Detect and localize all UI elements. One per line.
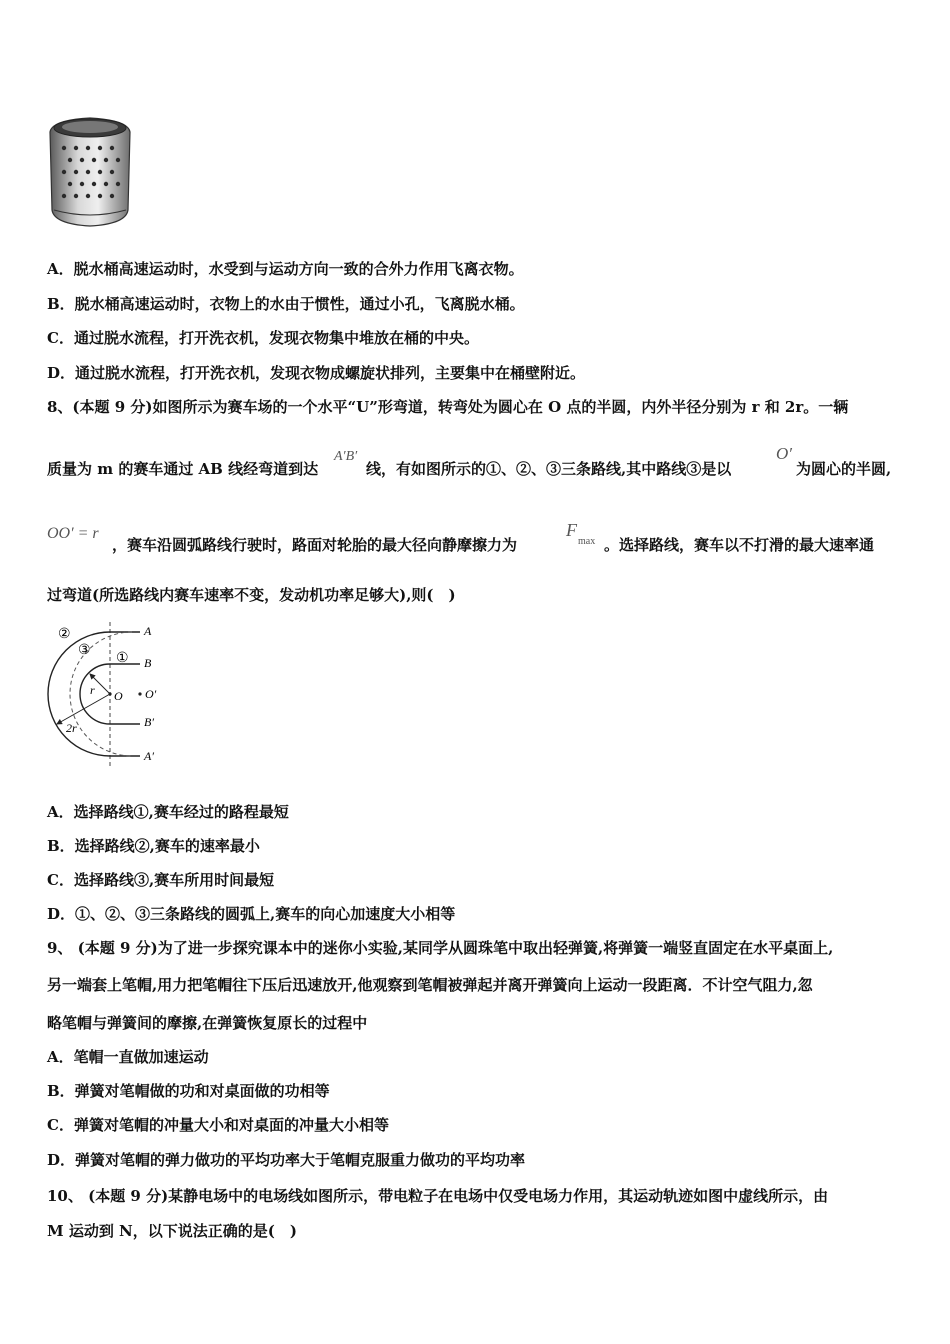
q8-symbol-ab: A′B′ — [334, 449, 358, 464]
q8-symbol-f: F — [566, 520, 577, 540]
label-route-3: ③ — [78, 643, 91, 658]
q7-option-c: C．通过脱水流程，打开洗衣机，发现衣物集中堆放在桶的中央。 — [47, 329, 479, 347]
q10-stem-line1: 10、 (本题 9 分)某静电场中的电场线如图所示，带电粒子在电场中仅受电场力作用，其运动轨迹如图中虚线所示，由 — [47, 1187, 829, 1205]
label-a-prime: A′ — [144, 749, 154, 763]
q8-stem-line2c: 为圆心的半圆, — [796, 460, 892, 478]
q7-option-d: D．通过脱水流程，打开洗衣机，发现衣物成螺旋状排列，主要集中在桶壁附近。 — [47, 364, 586, 382]
label-o: O — [114, 689, 123, 703]
spin-drum-figure — [42, 110, 137, 230]
q9-stem-line3: 略笔帽与弹簧间的摩擦,在弹簧恢复原长的过程中 — [47, 1014, 368, 1032]
q8-stem-line4: 过弯道(所选路线内赛车速率不变，发动机功率足够大),则( ) — [47, 586, 456, 604]
q8-symbol-f-subscript: max — [578, 536, 596, 547]
q8-symbol-o-prime: O′ — [776, 444, 792, 463]
label-route-1: ① — [116, 651, 129, 666]
label-a: A — [144, 624, 152, 638]
label-b: B — [144, 656, 152, 670]
q7-option-b: B．脱水桶高速运动时，衣物上的水由于惯性，通过小孔，飞离脱水桶。 — [47, 295, 525, 313]
race-track-figure — [40, 618, 175, 770]
q8-option-c: C．选择路线③,赛车所用时间最短 — [47, 871, 275, 889]
q9-option-d: D．弹簧对笔帽的弹力做功的平均功率大于笔帽克服重力做功的平均功率 — [47, 1151, 526, 1169]
q10-stem-line2: M 运动到 N，以下说法正确的是( ) — [47, 1222, 297, 1240]
q9-stem-line1: 9、 (本题 9 分)为了进一步探究课本中的迷你小实验,某同学从圆珠笔中取出轻弹簧,将弹簧一端竖直固定在水平桌面上, — [47, 939, 834, 957]
q8-option-d: D．①、②、③三条路线的圆弧上,赛车的向心加速度大小相等 — [47, 905, 456, 923]
q9-option-c: C．弹簧对笔帽的冲量大小和对桌面的冲量大小相等 — [47, 1116, 389, 1134]
label-r: r — [90, 683, 95, 697]
q8-stem-line3a: ，赛车沿圆弧路线行驶时，路面对轮胎的最大径向静摩擦力为 — [112, 536, 518, 554]
q9-stem-line2: 另一端套上笔帽,用力把笔帽往下压后迅速放开,他观察到笔帽被弹起并离开弹簧向上运动一段距离．不计空气阻力,忽 — [47, 976, 813, 994]
q8-stem-line3b: 。选择路线，赛车以不打滑的最大速率通 — [604, 536, 875, 554]
radius-2r-arrow — [57, 694, 110, 724]
q8-stem-line2a: 质量为 m 的赛车通过 AB 线经弯道到达 — [47, 460, 319, 478]
q8-option-b: B．选择路线②,赛车的速率最小 — [47, 837, 260, 855]
label-o-prime: O′ — [145, 687, 157, 701]
label-b-prime: B′ — [144, 715, 154, 729]
label-2r: 2r — [66, 721, 77, 735]
q8-option-a: A．选择路线①,赛车经过的路程最短 — [47, 803, 289, 821]
q7-option-a: A．脱水桶高速运动时，水受到与运动方向一致的合外力作用飞离衣物。 — [47, 260, 524, 278]
q8-stem-line1: 8、(本题 9 分)如图所示为赛车场的一个水平“U”形弯道，转弯处为圆心在 O 点的半圆，内外半径分别为 r 和 2r。一辆 — [47, 398, 849, 416]
q9-option-b: B．弹簧对笔帽做的功和对桌面做的功相等 — [47, 1082, 330, 1100]
q8-symbol-oo-r: OO′ = r — [47, 525, 99, 542]
q9-option-a: A．笔帽一直做加速运动 — [47, 1048, 209, 1066]
q8-stem-line2b: 线，有如图所示的①、②、③三条路线,其中路线③是以 — [366, 460, 732, 478]
label-route-2: ② — [58, 627, 71, 642]
